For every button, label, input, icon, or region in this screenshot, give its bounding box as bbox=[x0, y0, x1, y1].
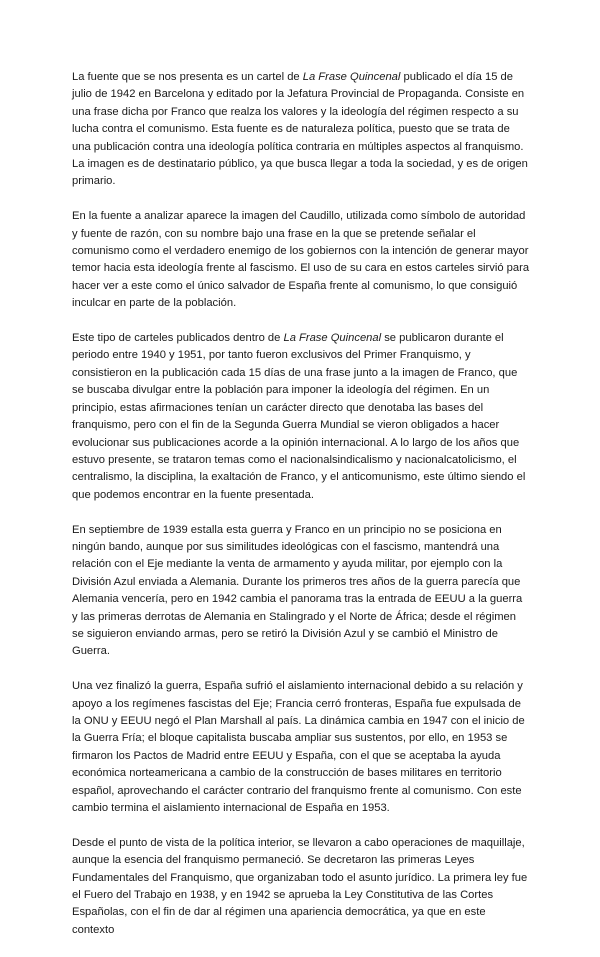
paragraph-4: En septiembre de 1939 estalla esta guerra y Franco en un principio no se posiciona en ningún bando, aunque por sus similitudes ideológicas con el fascismo, mantendrá una relación con el Eje mediante la venta de armamento y ayuda militar, por ejemplo con la División Azul enviada a Alemania. Durante los primeros tres años de la guerra parecía que Alemania vencería, pero en 1942 cambia el panorama tras la entrada de EEUU a la guerra y las primeras derrotas de Alemania en Stalingrado y el Norte de África; desde el régimen se siguieron enviando armas, pero se retiró la División Azul y se cambió el Ministro de Guerra. bbox=[72, 523, 523, 658]
paragraph-3-text-start: Este tipo de carteles publicados dentro de bbox=[72, 332, 284, 345]
paragraph-2: En la fuente a analizar aparece la imagen del Caudillo, utilizada como símbolo de autoridad y fuente de razón, con su nombre bajo una frase en la que se pretende señalar el comunismo como el verdadero enemigo de los gobiernos con la intención de generar mayor temor hacia esta ideología frente al fascismo. El uso de su cara en estos carteles sirvió para hacer ver a este como el único salvador de España frente al comunismo, lo que consiguió inculcar en parte de la población. bbox=[72, 210, 530, 310]
document-body bbox=[72, 69, 530, 957]
paragraph-6: Desde el punto de vista de la política interior, se llevaron a cabo operaciones de maquillaje, aunque la esencia del franquismo permaneció. Se decretaron las primeras Leyes Fundamentales del Franquismo, que organizaban todo el asunto jurídico. La primera ley fue el Fuero del Trabajo en 1938, y en 1942 se aprueba la Ley Constitutiva de las Cortes Españolas, con el fin de dar al régimen una apariencia democrática, ya que en este contexto bbox=[72, 836, 528, 936]
paragraph-3 bbox=[72, 330, 530, 504]
publication-title-italic: La Frase Quincenal bbox=[283, 332, 382, 345]
paragraph-3-text-end: se publicaron durante el periodo entre 1940 y 1951, por tanto fueron exclusivos del Primer Franquismo, y consistieron en la publicación cada 15 días de una frase junto a la imagen de Franco, que se buscaba divulgar entre la población para imponer la ideología del régimen. En un principio, estas afirmaciones tenían un carácter directo que denotaba las bases del franquismo, pero con el fin de la Segunda Guerra Mundial se vieron obligados a hacer evolucionar sus publicaciones acorde a la opinión internacional. A lo largo de los años que estuvo presente, se trataron temas como el nacionalsindicalismo y nacionalcatolicismo, el centralismo, la disciplina, la exaltación de Franco, y el anticomunismo, este último siendo el que podemos encontrar en la fuente presentada. bbox=[72, 332, 526, 501]
paragraph-5: Una vez finalizó la guerra, España sufrió el aislamiento internacional debido a su relación y apoyo a los regímenes fascistas del Eje; Francia cerró fronteras, España fue expulsada de la ONU y EEUU negó el Plan Marshall al país. La dinámica cambia en 1947 con el inicio de la Guerra Fría; el bloque capitalista buscaba ampliar sus sustentos, por ello, en 1953 se firmaron los Pactos de Madrid entre EEUU y España, con el que se aceptaba la ayuda económica norteamericana a cambio de la construcción de bases militares en territorio español, aprovechando el carácter contrario del franquismo frente al comunismo. Con este cambio termina el aislamiento internacional de España en 1953. bbox=[72, 680, 525, 814]
publication-title-italic: La Frase Quincenal bbox=[302, 71, 401, 83]
paragraph-1-text-end: publicado el día 15 de julio de 1942 en Barcelona y editado por la Jefatura Provincial de Propaganda. Consiste en una frase dicha por Franco que realza los valores y la ideología del régimen respecto a su lucha contra el comunismo. Esta fuente es de naturaleza política, puesto que se trata de una publicación contra una ideología política contraria en múltiples aspectos al franquismo. La imagen es de destinatario público, ya que busca llegar a toda la sociedad, y es de origen primario. bbox=[72, 71, 528, 188]
paragraph-1-text-start: La fuente que se nos presenta es un cartel de bbox=[72, 71, 303, 83]
paragraph-1 bbox=[72, 69, 530, 191]
